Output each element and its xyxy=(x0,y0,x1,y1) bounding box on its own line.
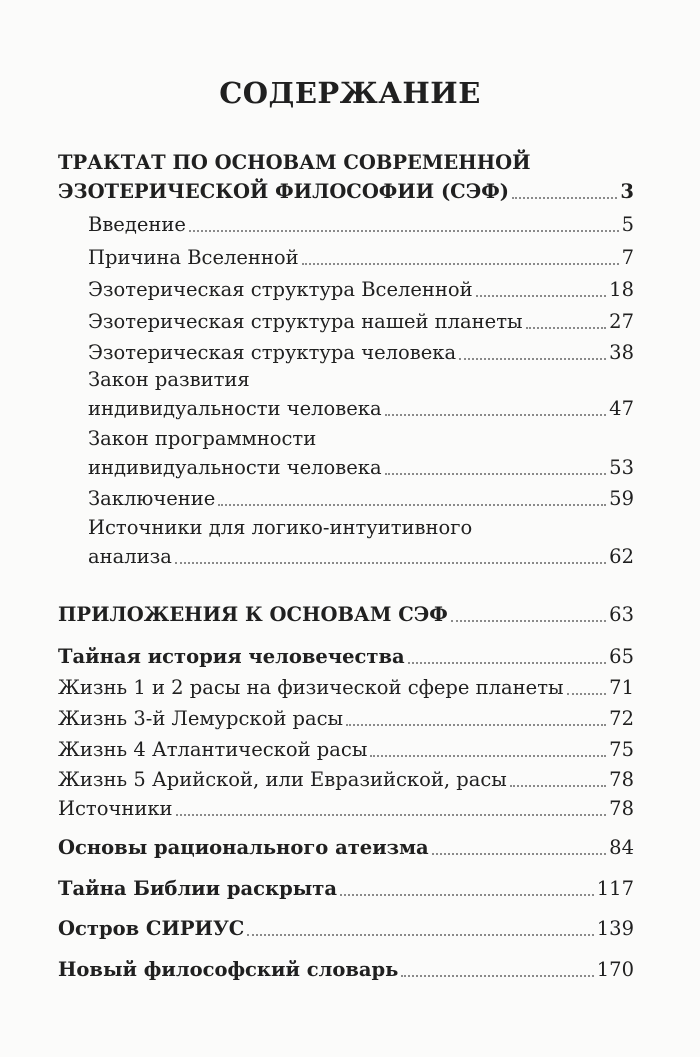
page-number: 72 xyxy=(609,707,634,730)
page-title: СОДЕРЖАНИЕ xyxy=(219,76,481,110)
leader-dots xyxy=(218,504,606,506)
entry-label: Остров СИРИУС xyxy=(58,917,245,940)
entry-label: Эзотерическая структура нашей планеты xyxy=(88,310,523,333)
leader-dots xyxy=(385,473,607,475)
page-number: 62 xyxy=(609,545,634,568)
page-number: 3 xyxy=(620,180,634,203)
entry-label: Тайна Библии раскрыта xyxy=(58,877,338,900)
page-number: 5 xyxy=(621,213,634,236)
leader-dots xyxy=(567,693,607,695)
leader-dots xyxy=(176,814,607,816)
toc-entry-subsection[interactable] xyxy=(58,645,634,669)
leader-dots xyxy=(175,562,606,564)
leader-dots xyxy=(346,724,606,726)
toc-entry[interactable] xyxy=(58,768,634,792)
entry-label: Новый философский словарь xyxy=(58,958,399,981)
entry-label-line1: Закон развития xyxy=(88,368,250,391)
entry-label-line1: Закон программности xyxy=(88,427,317,450)
toc-entry[interactable] xyxy=(88,456,634,480)
page-number: 59 xyxy=(609,487,634,510)
entry-label: Эзотерическая структура человека xyxy=(88,341,457,364)
entry-label: Тайная история человечества xyxy=(58,645,405,668)
toc-entry[interactable] xyxy=(58,738,634,762)
page-number: 75 xyxy=(609,738,634,761)
page-number: 53 xyxy=(609,456,634,479)
entry-label: Введение xyxy=(88,213,186,236)
entry-label-line1: Источники для логико-интуитивного xyxy=(88,516,473,539)
leader-dots xyxy=(459,358,606,360)
toc-entry[interactable] xyxy=(58,797,634,821)
entry-label: Жизнь 3-й Лемурской расы xyxy=(58,707,344,730)
leader-dots xyxy=(451,620,606,622)
entry-label: ПРИЛОЖЕНИЯ К ОСНОВАМ СЭФ xyxy=(58,603,448,626)
toc-entry[interactable] xyxy=(88,487,634,511)
leader-dots xyxy=(302,263,619,265)
toc-entry[interactable] xyxy=(88,397,634,421)
page-number: 139 xyxy=(596,917,634,940)
page-number: 71 xyxy=(609,676,634,699)
entry-label: Жизнь 1 и 2 расы на физической сфере планеты xyxy=(58,676,564,699)
leader-dots xyxy=(510,785,606,787)
leader-dots xyxy=(476,295,607,297)
page-number: 18 xyxy=(609,278,634,301)
entry-label: Источники xyxy=(58,797,173,820)
toc-entry[interactable] xyxy=(88,278,634,302)
page-number: 38 xyxy=(609,341,634,364)
toc-entry-book[interactable] xyxy=(58,958,634,982)
toc-entry-book[interactable] xyxy=(58,877,634,901)
page-number: 63 xyxy=(609,603,634,626)
leader-dots xyxy=(370,755,606,757)
toc-entry[interactable] xyxy=(88,545,634,569)
page-number: 47 xyxy=(609,397,634,420)
leader-dots xyxy=(385,414,607,416)
toc-entry[interactable] xyxy=(88,310,634,334)
toc-entry[interactable] xyxy=(88,246,634,270)
leader-dots xyxy=(432,853,606,855)
leader-dots xyxy=(512,197,617,199)
entry-label: индивидуальности человека xyxy=(88,456,382,479)
page-number: 84 xyxy=(609,836,634,859)
toc-entry-section2[interactable] xyxy=(58,603,634,627)
page-number: 65 xyxy=(609,645,634,668)
page-number: 27 xyxy=(609,310,634,333)
leader-dots xyxy=(189,230,619,232)
page-number: 78 xyxy=(609,768,634,791)
leader-dots xyxy=(247,934,593,936)
entry-label: Эзотерическая структура Вселенной xyxy=(88,278,473,301)
entry-label: анализа xyxy=(88,545,172,568)
page-number: 117 xyxy=(596,877,634,900)
toc-entry-book[interactable] xyxy=(58,917,634,941)
entry-label: Жизнь 5 Арийской, или Евразийской, расы xyxy=(58,768,507,791)
leader-dots xyxy=(401,975,593,977)
toc-entry-section1[interactable] xyxy=(58,180,634,204)
toc-entry-book[interactable] xyxy=(58,836,634,860)
leader-dots xyxy=(340,894,594,896)
section-heading-line1: ТРАКТАТ ПО ОСНОВАМ СОВРЕМЕННОЙ xyxy=(58,151,531,174)
leader-dots xyxy=(526,327,607,329)
page-number: 7 xyxy=(621,246,634,269)
page-number: 170 xyxy=(596,958,634,981)
page-number: 78 xyxy=(609,797,634,820)
entry-label: ЭЗОТЕРИЧЕСКОЙ ФИЛОСОФИИ (СЭФ) xyxy=(58,180,509,203)
leader-dots xyxy=(408,662,607,664)
entry-label: Причина Вселенной xyxy=(88,246,299,269)
entry-label: индивидуальности человека xyxy=(88,397,382,420)
toc-entry[interactable] xyxy=(88,213,634,237)
entry-label: Заключение xyxy=(88,487,216,510)
entry-label: Жизнь 4 Атлантической расы xyxy=(58,738,368,761)
toc-entry[interactable] xyxy=(58,707,634,731)
entry-label: Основы рационального атеизма xyxy=(58,836,429,859)
toc-entry[interactable] xyxy=(88,341,634,365)
toc-entry[interactable] xyxy=(58,676,634,700)
